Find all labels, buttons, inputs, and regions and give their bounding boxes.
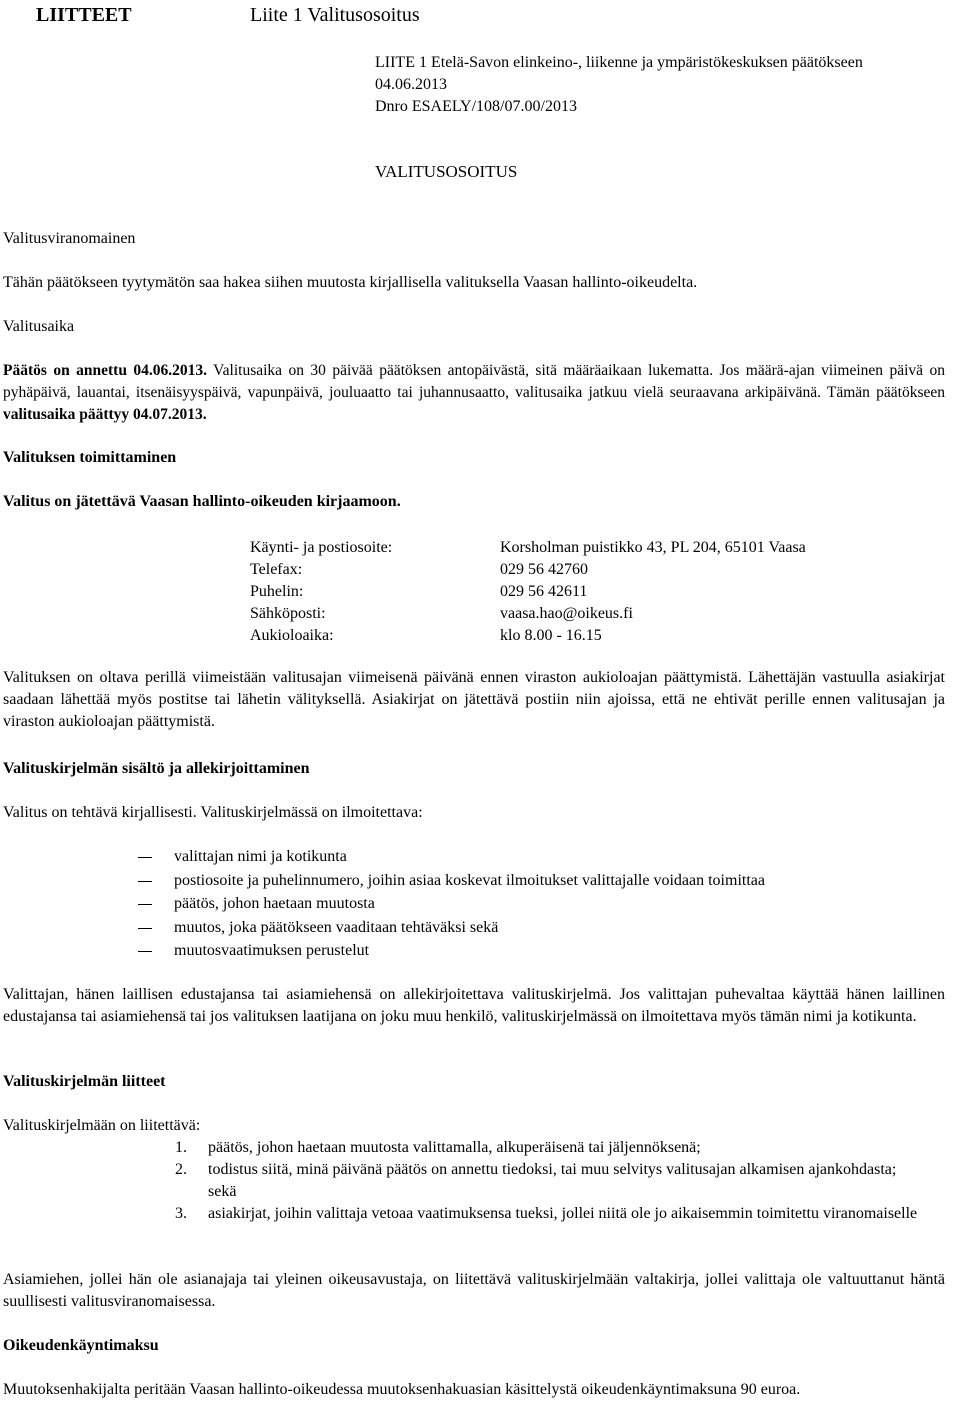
contact-value: klo 8.00 - 16.15 bbox=[500, 627, 602, 644]
text-valtakirja: Asiamiehen, jollei hän ole asianajaja tai yleinen oikeusavustaja, on liitettävä valituskirjelmään valtakirja, jollei valittaja ole valtuuttanut häntä suullisesti valitusviranomaisessa. bbox=[3, 1271, 945, 1310]
text-valitusaika bbox=[3, 360, 945, 426]
list-item bbox=[3, 1137, 945, 1159]
list-item-text: postiosoite ja puhelinnumero, joihin asiaa koskevat ilmoitukset valittajalle voidaan toimittaa bbox=[174, 871, 765, 889]
text-sisalto-intro: Valitus on tehtävä kirjallisesti. Valituskirjelmässä on ilmoitettava: bbox=[3, 804, 423, 821]
contact-label: Telefax: bbox=[250, 561, 303, 578]
section-label: LIITTEET bbox=[36, 4, 132, 26]
valitusaika-end: valitusaika päättyy 04.07.2013. bbox=[3, 406, 207, 423]
text-oikeudenkayntimaksu: Muutoksenhakijalta peritään Vaasan hallinto-oikeudessa muutoksenhakuasian käsittelystä oikeudenkäyntimaksuna 90 euroa. bbox=[3, 1381, 801, 1398]
contact-label: Aukioloaika: bbox=[250, 627, 334, 644]
contact-value: 029 56 42611 bbox=[500, 583, 588, 600]
valitusaika-rule: Valitusaika on 30 päivää päätöksen antopäivästä, sitä määräaikaan lukematta. bbox=[207, 362, 714, 379]
heading-toimittaminen: Valituksen toimittaminen bbox=[3, 449, 177, 466]
contact-value: 029 56 42760 bbox=[500, 561, 588, 578]
list-item-text: todistus siitä, minä päivänä päätös on annettu tiedoksi, tai muu selvitys valitusajan alkamisen ajankohdasta; sekä bbox=[208, 1161, 897, 1200]
list-item bbox=[3, 1159, 945, 1203]
list-item bbox=[3, 893, 945, 917]
liite-date: 04.06.2013 bbox=[375, 76, 447, 93]
heading-liitteet: Valituskirjelmän liitteet bbox=[3, 1073, 166, 1090]
list-item-text: muutos, joka päätökseen vaaditaan tehtäväksi sekä bbox=[174, 918, 499, 936]
list-item-text: asiakirjat, joihin valittaja vetoaa vaatimuksensa tueksi, jollei niitä ole jo aikaisemmin toimitettu viranomaiselle bbox=[208, 1205, 918, 1222]
text-toimittaminen: Valituksen on oltava perillä viimeistään valitusajan viimeisenä päivänä ennen viraston aukioloajan päättymistä. Lähettäjän vastuulla asiakirjat saadaan lähettää myös postitse tai lähetin välityksellä. Asiakirjat on jätettävä postiin niin ajoissa, että ne ehtivät perille ennen valitusajan ja viraston aukioloajan päättymistä. bbox=[3, 669, 945, 730]
dash-bullet bbox=[138, 881, 152, 882]
liite-reference bbox=[375, 52, 863, 118]
text-valitusviranomainen: Tähän päätökseen tyytymätön saa hakea siihen muutosta kirjallisella valituksella Vaasan hallinto-oikeudelta. bbox=[3, 274, 698, 291]
contact-label: Puhelin: bbox=[250, 583, 304, 600]
liite-line-1: LIITE 1 Etelä-Savon elinkeino-, liikenne ja ympäristökeskuksen päätökseen bbox=[375, 54, 863, 71]
document-title: VALITUSOSOITUS bbox=[375, 162, 518, 181]
liite-dnro: Dnro ESAELY/108/07.00/2013 bbox=[375, 98, 577, 115]
contact-value: vaasa.hao@oikeus.fi bbox=[500, 605, 633, 622]
contact-value: Korsholman puistikko 43, PL 204, 65101 Vaasa bbox=[500, 539, 806, 556]
list-number: 3. bbox=[175, 1205, 187, 1222]
list-item-text: päätös, johon haetaan muutosta valittamalla, alkuperäisenä tai jäljennöksenä; bbox=[208, 1139, 701, 1156]
dash-bullet bbox=[138, 928, 152, 929]
contact-label: Käynti- ja postiosoite: bbox=[250, 539, 393, 556]
dash-bullet bbox=[138, 951, 152, 952]
list-item bbox=[3, 917, 945, 941]
list-item-text: muutosvaatimuksen perustelut bbox=[174, 942, 370, 959]
dash-bullet bbox=[138, 904, 152, 905]
dash-bullet bbox=[138, 857, 152, 858]
page-title: Liite 1 Valitusosoitus bbox=[250, 4, 420, 26]
list-item-text: valittajan nimi ja kotikunta bbox=[174, 848, 347, 865]
text-toimittaminen-bold: Valitus on jätettävä Vaasan hallinto-oikeuden kirjaamoon. bbox=[3, 493, 401, 510]
heading-oikeudenkayntimaksu: Oikeudenkäyntimaksu bbox=[3, 1337, 159, 1354]
valitusaika-extension: Jos määrä-ajan viimeinen päivä on pyhäpäivä, lauantai, itsenäisyyspäivä, vapunpäivä, jouluaatto tai juhannusaatto, valitusaika jatkuu vielä seuraavana arkipäivänä. Tämän päätökseen bbox=[3, 362, 945, 401]
required-info-list bbox=[3, 846, 945, 964]
valitusaika-date: Päätös on annettu 04.06.2013. bbox=[3, 362, 208, 379]
text-liitteet-intro: Valituskirjelmään on liitettävä: bbox=[3, 1117, 201, 1134]
list-item bbox=[3, 870, 945, 894]
list-item bbox=[3, 846, 945, 870]
heading-valitusviranomainen: Valitusviranomainen bbox=[3, 230, 136, 247]
list-item bbox=[3, 1203, 945, 1225]
list-item-text: päätös, johon haetaan muutosta bbox=[174, 895, 375, 912]
heading-valitusaika: Valitusaika bbox=[3, 318, 75, 335]
contact-label: Sähköposti: bbox=[250, 605, 326, 622]
list-number: 2. bbox=[175, 1161, 187, 1178]
list-item bbox=[3, 940, 945, 964]
heading-sisalto: Valituskirjelmän sisältö ja allekirjoittaminen bbox=[3, 760, 310, 777]
list-number: 1. bbox=[175, 1139, 187, 1156]
text-allekirjoittaminen: Valittajan, hänen laillisen edustajansa tai asiamiehensä on allekirjoitettava valituskirjelmä. Jos valittajan puhevaltaa käyttää hänen laillinen edustajansa tai asiamiehensä tai jos valituksen laatijana on joku muu henkilö, valituskirjelmässä on ilmoitettava myös tämän nimi ja kotikunta. bbox=[3, 986, 945, 1025]
attachments-list bbox=[3, 1137, 945, 1225]
